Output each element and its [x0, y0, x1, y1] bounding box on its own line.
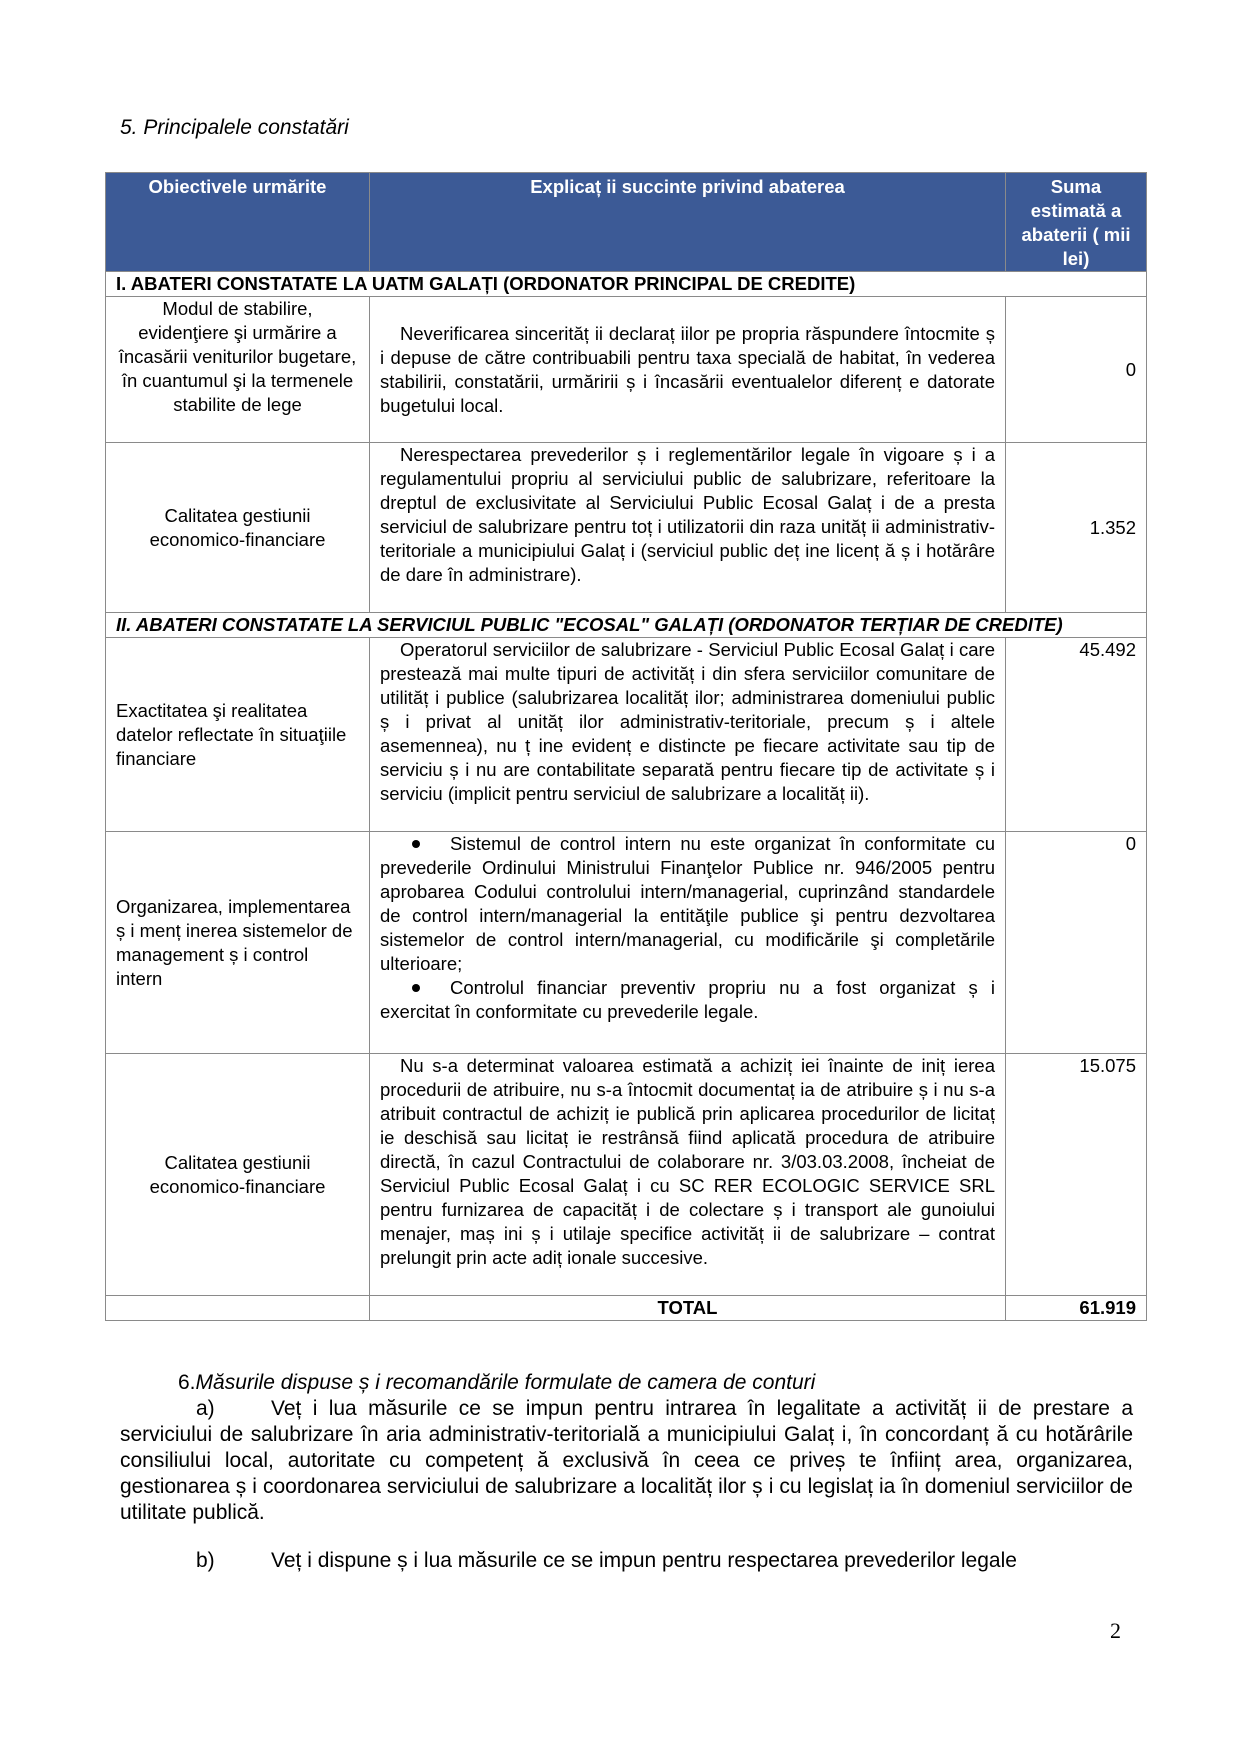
- objective-cell: Organizarea, implementarea ș i menț inerea sistemelor de management ș i control intern: [106, 832, 370, 1054]
- table-header-row: [106, 173, 1147, 272]
- table-row: [106, 1054, 1147, 1296]
- explanation-cell: Neverificarea sincerităț ii declaraț iilor pe propria răspundere întocmite ș i depuse de către contribuabili pentru taxa specială de habitat, în vederea stabilirii, constatării, urmăririi ș i încasării eventualelor diferenț e datorate bugetului local.: [370, 297, 1006, 443]
- objective-cell: Modul de stabilire, evidenţiere şi urmărire a încasării veniturilor bugetare, în cuantumul şi la termenele stabilite de lege: [106, 297, 370, 443]
- section-row-1: [106, 272, 1147, 297]
- header-explanations: Explicaț ii succinte privind abaterea: [370, 173, 1006, 272]
- header-objectives: Obiectivele urmărite: [106, 173, 370, 272]
- section-title-2: II. ABATERI CONSTATATE LA SERVICIUL PUBLIC "ECOSAL" GALAȚI (ORDONATOR TERȚIAR DE CREDITE): [106, 613, 1147, 638]
- total-value: 61.919: [1006, 1296, 1147, 1321]
- total-label: TOTAL: [370, 1296, 1006, 1321]
- explanation-cell: Operatorul serviciilor de salubrizare - Serviciul Public Ecosal Galaț i care prestează mai multe tipuri de activităț i din sfera serviciilor comunitare de utilităț i publice (salubrizarea localităț ilor; administrarea domeniului public ș i privat al unităț ilor administrativ-teritoriale, precum ș i altele asemennea), nu ț ine evidenț e distincte pe fiecare activitate sau tip de serviciu ș i nu are contabilitate separată pentru fiecare tip de activitate ș i serviciu (implicit pentru serviciul de salubrizare a localităț ii).: [370, 638, 1006, 832]
- measure-item-a: a) Veț i lua măsurile ce se impun pentru intrarea în legalitate a activităț ii de prestare a serviciului de salubrizare în aria administrativ-teritorială a municipiului Galaț i, în concordanț ă cu hotărârile consiliului local, autoritate cu competenț ă exclusivă în ceea ce priveș te înființ area, organizarea, gestionarea ș i coordonarea serviciului de salubrizare a localităț ilor ș i cu legislaț ia în domeniul serviciilor de utilitate publică.: [120, 1397, 1133, 1524]
- table-row: [106, 638, 1147, 832]
- section-row-2: [106, 613, 1147, 638]
- objective-cell: Exactitatea şi realitatea datelor reflectate în situaţiile financiare: [106, 638, 370, 832]
- section-heading: 5. Principalele constatări: [120, 116, 349, 139]
- sum-cell: 1.352: [1006, 443, 1147, 613]
- page-number: 2: [1110, 1618, 1121, 1643]
- total-empty-cell: [106, 1296, 370, 1321]
- header-sum: Suma estimată a abaterii ( mii lei): [1006, 173, 1147, 272]
- total-row: [106, 1296, 1147, 1321]
- findings-table: [105, 172, 1147, 1321]
- sum-cell: 0: [1006, 297, 1147, 443]
- bullet-icon: [412, 840, 420, 848]
- objective-cell: Calitatea gestiunii economico-financiare: [106, 443, 370, 613]
- bullet-item: Sistemul de control intern nu este organizat în conformitate cu prevederile Ordinului Ministrului Finanţelor Publice nr. 946/2005 pentru aprobarea Codului controlului intern/managerial, cuprinzând standardele de control intern/managerial la entităţile publice şi pentru dezvoltarea sistemelor de control intern/managerial, cu modificările şi completările ulterioare;: [380, 833, 995, 974]
- bullet-item: Controlul financiar preventiv propriu nu a fost organizat ș i exercitat în conformitate cu prevederile legale.: [380, 977, 995, 1022]
- measures-title: 6.Măsurile dispuse ș i recomandările formulate de camera de conturi: [178, 1371, 816, 1394]
- measures-section: [120, 1370, 1133, 1574]
- table-row: [106, 297, 1147, 443]
- table-row: [106, 832, 1147, 1054]
- sum-cell: 15.075: [1006, 1054, 1147, 1296]
- bullet-icon: [412, 984, 420, 992]
- explanation-cell: Nu s-a determinat valoarea estimată a achiziț iei înainte de iniț ierea procedurii de atribuire, nu s-a întocmit documentaț ia de atribuire ș i nu s-a atribuit contractul de achiziț ie publică prin aplicarea procedurilor de licitaț ie deschisă sau licitaț ie restrânsă fiind aplicată procedura de atribuire directă, în cazul Contractului de colaborare nr. 3/03.03.2008, încheiat de Serviciul Public Ecosal Galaț i cu SC RER ECOLOGIC SERVICE SRL pentru furnizarea de capacităț i de colectare ș i transport ale gunoiului menajer, maș ini ș i utilaje specifice activităț ii de salubrizare – contrat prelungit prin acte adiț ionale succesive.: [370, 1054, 1006, 1296]
- explanation-cell: [370, 832, 1006, 1054]
- sum-cell: 45.492: [1006, 638, 1147, 832]
- table-row: [106, 443, 1147, 613]
- objective-cell: Calitatea gestiunii economico-financiare: [106, 1054, 370, 1296]
- measure-item-b: b) Veț i dispune ș i lua măsurile ce se impun pentru respectarea prevederilor legale: [196, 1549, 1017, 1572]
- section-title-1: I. ABATERI CONSTATATE LA UATM GALAȚI (ORDONATOR PRINCIPAL DE CREDITE): [106, 272, 1147, 297]
- sum-cell: 0: [1006, 832, 1147, 1054]
- explanation-cell: Nerespectarea prevederilor ș i reglementărilor legale în vigoare ș i a regulamentului propriu al serviciului public de salubrizare, referitoare la dreptul de exclusivitate al Serviciului Public Ecosal Galaț i de a presta serviciul de salubrizare pentru toț i utilizatorii din raza unităț ii administrativ-teritoriale a municipiului Galaț i (serviciul public deț ine licenț ă ș i hotărâre de dare în administrare).: [370, 443, 1006, 613]
